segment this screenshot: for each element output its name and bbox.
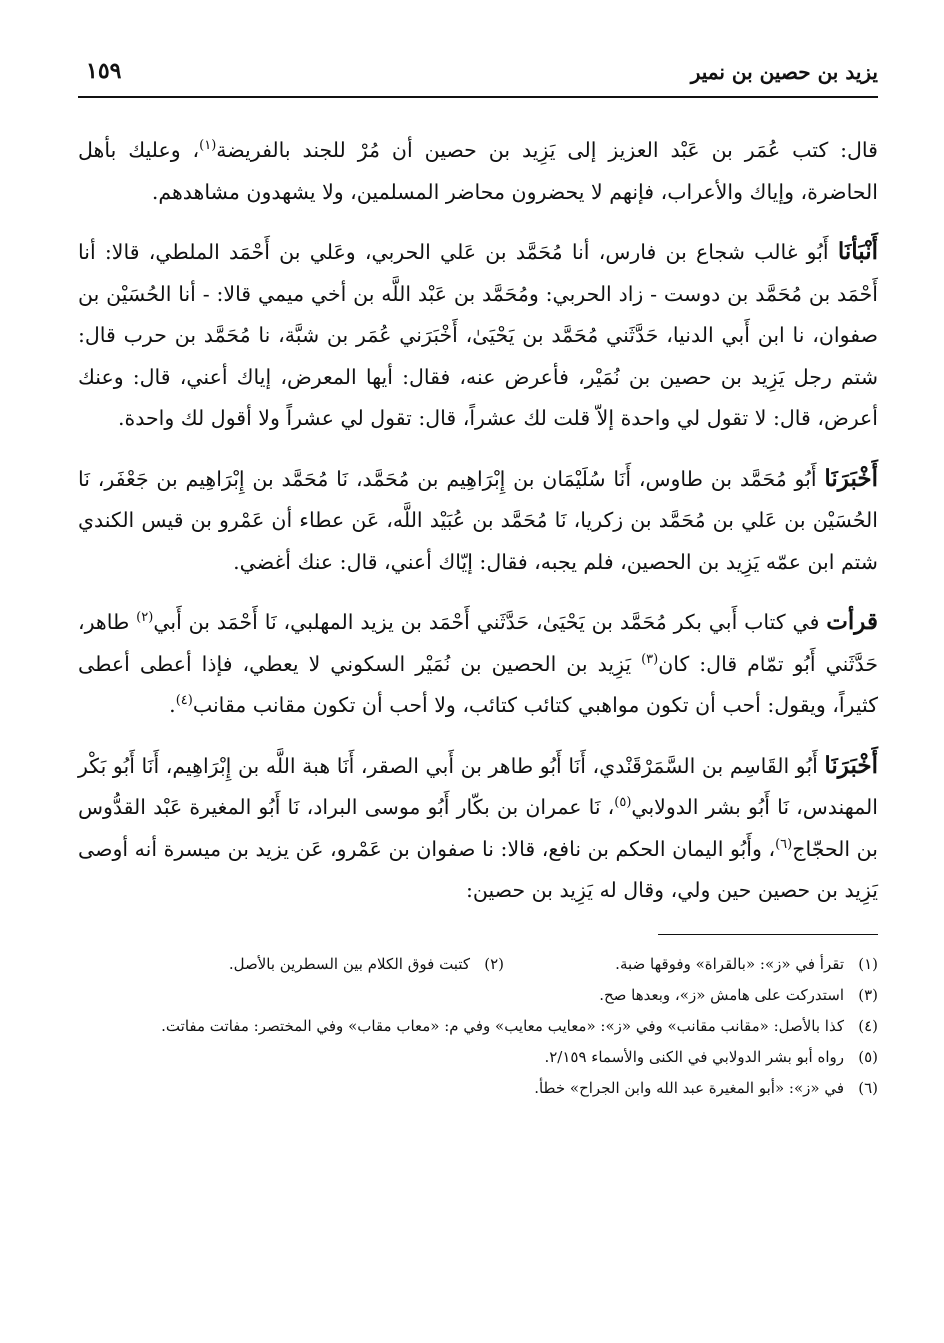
footnote-text: رواه أبو بشر الدولابي في الكنى والأسماء ٢/١٥٩.: [544, 1047, 844, 1066]
footnote-text: تقرأ في «ز»: «بالقراة» وفوقها ضبة.: [615, 954, 844, 973]
footnote-ref-4: (٤): [175, 693, 193, 709]
footnote-number: (٢): [484, 954, 504, 973]
footnote-number: (٣): [858, 985, 878, 1004]
footnote-3: [78, 980, 878, 1011]
footnote-ref-1: (١): [199, 138, 217, 154]
footnote-4: [78, 1011, 878, 1042]
book-page: [78, 50, 878, 1104]
footnote-text: كذا بالأصل: «مقانب مقانب» وفي «ز»: «معايب معايب» وفي م: «معاب مقاب» وفي المختصر: مفاتت مفاتت.: [161, 1016, 844, 1035]
footnote-divider: [658, 934, 878, 935]
paragraph-text: أَبُو غالب شجاع بن فارس، أنا مُحَمَّد بن عَلي الحربي، وعَلي بن أَحْمَد الملطي، قالا: أنا أَحْمَد بن مُحَمَّد بن دوست - زاد الحربي: ومُحَمَّد بن عَبْد اللَّه بن أخي ميمي قالا: - أنا الحُسَيْن بن صفوان، نا ابن أَبي الدنيا، حَدَّثَني مُحَمَّد بن يَحْيَىٰ، أَخْبَرَني عُمَر بن شبَّة، نا مُحَمَّد بن حرب قال: شتم رجل يَزِيد بن حصين بن نُمَيْر، فأعرض عنه، فقال: أيها المعرض، إياك أعني، قال: وعنك أعرض، قال: لا تقول لي واحدة إلاّ قلت لك عشراً، قال: تقول لي عشراً ولا أقول لك واحدة.: [78, 240, 878, 430]
footnote-ref-5: (٥): [614, 795, 632, 811]
footnote-text: كتبت فوق الكلام بين السطرين بالأصل.: [228, 954, 470, 973]
footnote-number: (٦): [858, 1078, 878, 1097]
paragraph-5: [78, 745, 878, 912]
paragraph-text: في كتاب أَبي بكر مُحَمَّد بن يَحْيَىٰ، حَدَّثَني أَحْمَد بن يزيد المهلبي، نَا أَحْمَد بن أَبي: [153, 610, 827, 634]
footnote-ref-3: (٣): [641, 651, 659, 667]
paragraph-3: [78, 458, 878, 584]
paragraph-text: .: [169, 693, 176, 717]
footnote-number: (١): [858, 954, 878, 973]
footnote-2: [229, 949, 504, 980]
footnote-text: في «ز»: «أبو المغيرة عبد الله وابن الجراح» خطأ.: [534, 1078, 844, 1097]
footnote-text: استدركت على هامش «ز»، وبعدها صح.: [599, 985, 844, 1004]
paragraph-text: ، وأَبُو اليمان الحكم بن نافع، قالا: نا صفوان بن عَمْرو، عَن يزيد بن ميسرة أنه أوصى يَزِيد بن حصين حين ولي، وقال له يَزِيد بن حصين:: [78, 836, 878, 902]
paragraph-text: طاهر، حَدَّثَني أَبُو تمّام قال: كان: [78, 610, 878, 676]
footnotes: [78, 949, 878, 1104]
paragraph-1: [78, 130, 878, 213]
paragraph-text: يَزِيد بن الحصين بن نُمَيْر السكوني لا يعطي، فإذا أعطى أعطى كثيراً، ويقول: أحب أن تكون مواهبي كتائب كتائب، ولا أحب أن تكون مقانب مقانب: [78, 651, 878, 717]
footnote-ref-6: (٦): [775, 836, 793, 852]
paragraph-lead-word: أَنْبَأنَا: [837, 238, 878, 265]
paragraph-2: [78, 231, 878, 440]
paragraph-text: أَبُو القَاسِم بن السَّمَرْقَنْدي، أَنَا أَبُو طاهر بن أَبي الصقر، أَنَا هبة اللَّه بن إِبْرَاهِيم، أَنَا أَبُو بَكْر المهندس، نَا أَبُو بشر الدولابي: [78, 753, 878, 819]
running-title: يزيد بن حصين بن نمير: [690, 60, 878, 84]
paragraph-text: ، وعليك بأهل الحاضرة، وإياك والأعراب، فإنهم لا يحضرون محاضر المسلمين، ولا يشهدون مشاهدهم.: [78, 138, 878, 204]
main-text: [78, 130, 878, 912]
footnote-5: [78, 1042, 878, 1073]
paragraph-lead-word: قرأت: [826, 608, 878, 635]
footnote-6: [78, 1073, 878, 1104]
paragraph-4: [78, 601, 878, 727]
paragraph-lead-word: أَخْبَرَنَا: [824, 464, 878, 492]
footnote-ref-2: (٢): [136, 610, 154, 626]
page-number: ١٥٩: [86, 58, 122, 84]
footnote-row: [78, 949, 878, 980]
paragraph-text: قال: كتب عُمَر بن عَبْد العزيز إلى يَزِيد بن حصين أن مُرْ للجند بالفريضة: [216, 138, 878, 162]
footnote-number: (٤): [858, 1016, 878, 1035]
paragraph-text: أَبُو مُحَمَّد بن طاوس، أَنَا سُلَيْمَان بن إِبْرَاهِيم بن مُحَمَّد، نَا مُحَمَّد بن إِبْرَاهِيم بن جَعْفَر، نَا الحُسَيْن بن عَلي بن مُحَمَّد بن زكريا، نَا مُحَمَّد بن عُبَيْد اللَّه، عَن عطاء أن عَمْرو بن قيس الكندي شتم ابن عمّه يَزِيد بن الحصين، فلم يجبه، فقال: إيّاك أعني، قال: عنك أغضي.: [78, 466, 878, 574]
page-header: [78, 50, 878, 98]
paragraph-text: ، نَا عمران بن بكّار أَبُو موسى البراد، نَا أَبُو المغيرة عَبْد القدُّوس بن الحجّاج: [78, 795, 878, 861]
footnote-number: (٥): [858, 1047, 878, 1066]
footnote-1: [504, 949, 878, 980]
paragraph-lead-word: أَخْبَرَنَا: [824, 751, 878, 779]
